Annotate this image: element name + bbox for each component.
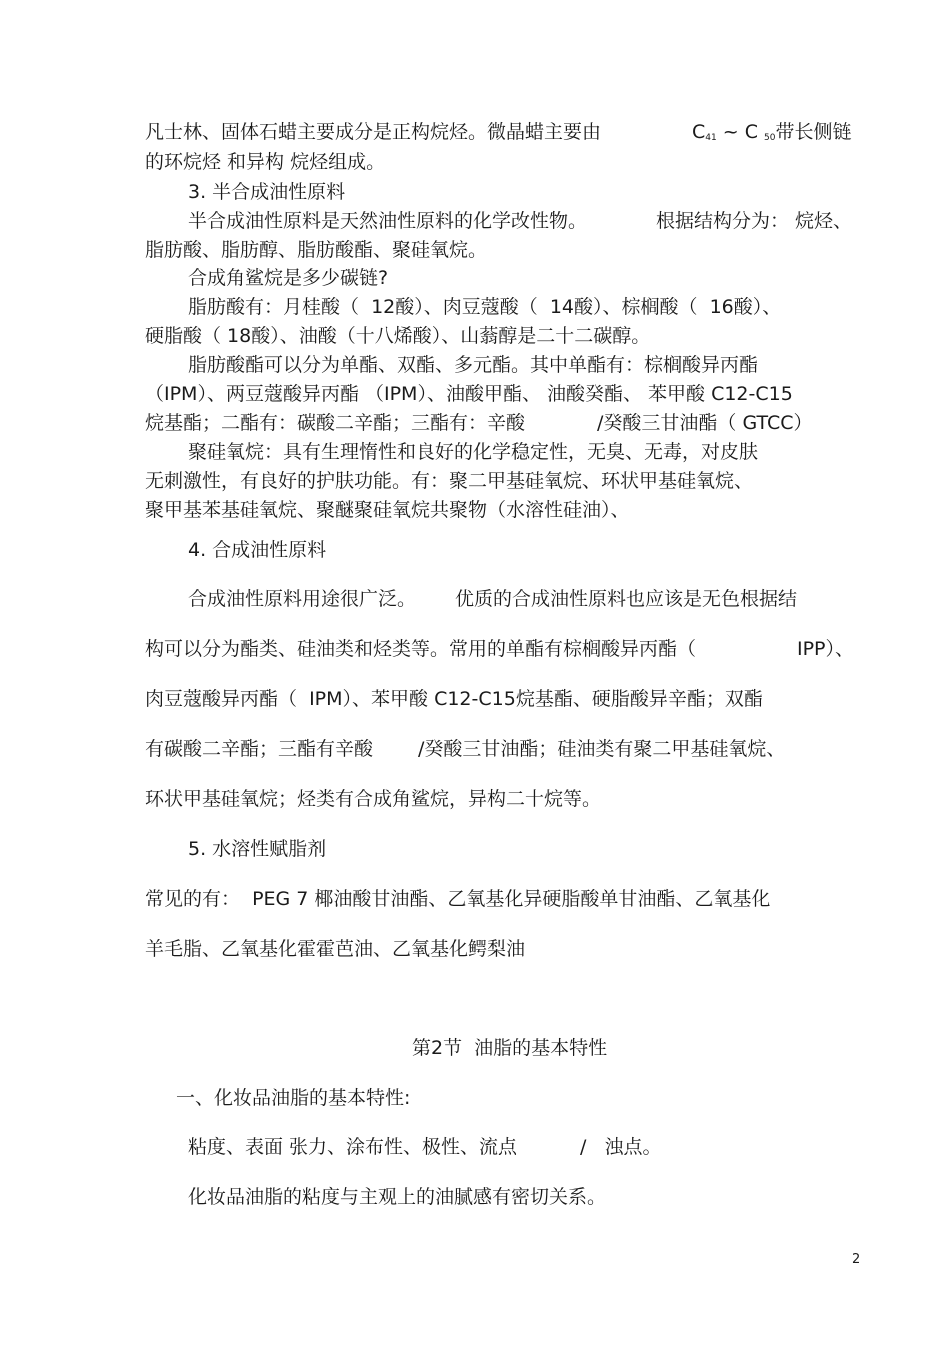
paragraph-line: 聚硅氧烷：具有生理惰性和良好的化学稳定性，无臭、无毒，对皮肤 [188,441,759,463]
section-heading: 4. 合成油性原料 [188,539,327,561]
paragraph-line: / 浊点。 [580,1136,662,1158]
paragraph-line: 构可以分为酯类、硅油类和烃类等。常用的单酯有棕榈酸异丙酯（ [145,638,697,660]
paragraph-line: /癸酸三甘油酯；硅油类有聚二甲基硅氧烷、 [418,738,786,760]
paragraph-line: 根据结构分为： 烷烃、 [656,210,853,232]
paragraph-line: 常见的有： PEG 7 椰油酸甘油酯、乙氧基化异硬脂酸单甘油酯、乙氧基化 [145,888,771,910]
text-segment: 凡士林、固体石蜡主要成分是正构烷烃。微晶蜡主要由 [145,121,602,143]
paragraph-line: 烷基酯；二酯有：碳酸二辛酯；三酯有：辛酸 [145,412,526,434]
paragraph-line: 半合成油性原料是天然油性原料的化学改性物。 [188,210,588,232]
section-heading: 5. 水溶性赋脂剂 [188,838,327,860]
paragraph-line: /癸酸三甘油酯（ GTCC） [597,412,813,434]
paragraph-line [145,120,601,144]
paragraph-line: 有碳酸二辛酯；三酯有辛酸 [145,738,374,760]
paragraph-line: IPP）、 [797,638,855,660]
text-segment: ~ C [716,121,765,143]
text-segment: 带长侧链 [775,121,852,143]
paragraph-line: 优质的合成油性原料也应该是无色根据结 [455,588,798,610]
paragraph-line: 粘度、表面 张力、涂布性、极性、流点 [188,1136,518,1158]
paragraph-line: 环状甲基硅氧烷；烃类有合成角鲨烷，异构二十烷等。 [145,788,602,810]
paragraph-line: 聚甲基苯基硅氧烷、聚醚聚硅氧烷共聚物（水溶性硅油）、 [145,499,630,521]
paragraph-line: 肉豆蔻酸异丙酯（ IPM）、苯甲酸 C12-C15烷基酯、硬脂酸异辛酯；双酯 [145,688,763,710]
paragraph-line: 合成油性原料用途很广泛。 [188,588,417,610]
paragraph-line: 羊毛脂、乙氧基化霍霍芭油、乙氧基化鳄梨油 [145,938,526,960]
paragraph-line: 脂肪酸有：月桂酸（ 12酸）、肉豆蔻酸（ 14酸）、棕榈酸（ 16酸）、 [188,296,782,318]
subscript: 50 [764,133,776,143]
paragraph-line: 脂肪酸酯可以分为单酯、双酯、多元酯。其中单酯有：棕榈酸异丙酯 [188,354,759,376]
chemical-formula [692,120,852,150]
chapter-heading: 第2节 油脂的基本特性 [412,1037,608,1059]
paragraph-line: （IPM）、两豆蔻酸异丙酯 （IPM）、油酸甲酯、 油酸癸酯、 苯甲酸 C12-C15 [145,383,793,405]
text-segment: C [692,121,706,143]
section-heading: 3. 半合成油性原料 [188,181,346,203]
page-number: 2 [852,1252,861,1267]
paragraph-line: 化妆品油脂的粘度与主观上的油腻感有密切关系。 [188,1186,607,1208]
paragraph-line: 合成角鲨烷是多少碳链? [188,267,389,289]
paragraph-line: 的环烷烃 和异构 烷烃组成。 [145,151,386,173]
subsection-heading: 一、化妆品油脂的基本特性: [176,1087,411,1109]
paragraph-line: 脂肪酸、脂肪醇、脂肪酸酯、聚硅氧烷。 [145,239,488,261]
paragraph-line: 无刺激性，有良好的护肤功能。有：聚二甲基硅氧烷、环状甲基硅氧烷、 [145,470,754,492]
paragraph-line: 硬脂酸（ 18酸）、油酸（十八烯酸）、山蓊醇是二十二碳醇。 [145,325,651,347]
subscript: 41 [705,133,717,143]
